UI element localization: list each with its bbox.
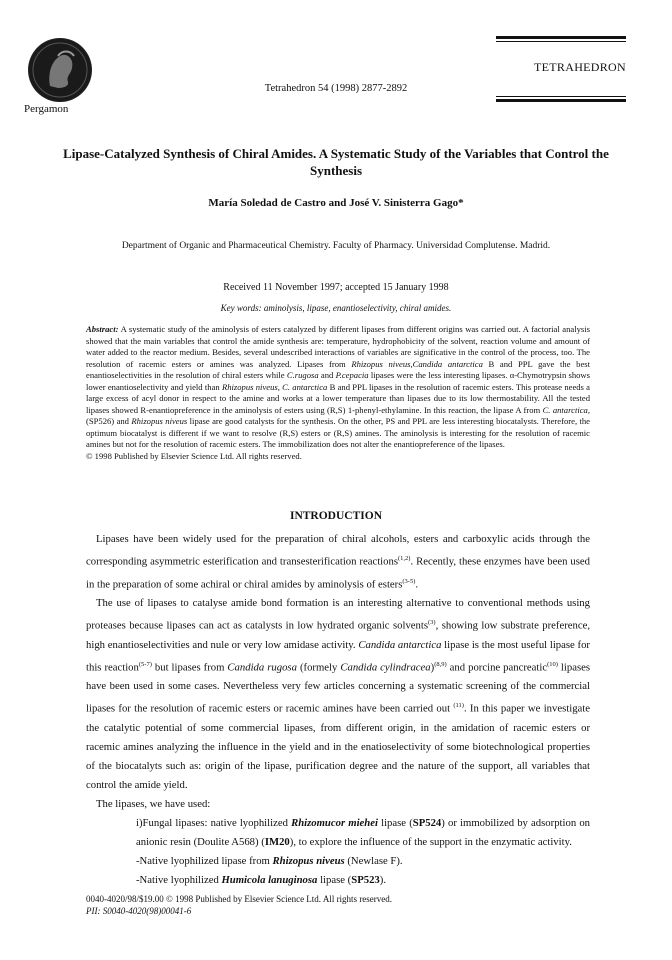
header-rule-bottom-thin — [496, 96, 626, 97]
header-rule-top-thin — [496, 41, 626, 42]
publisher-name: Pergamon — [24, 103, 69, 115]
footer-pii: PII: S0040-4020(98)00041-6 — [86, 906, 192, 916]
header-rule-top — [496, 36, 626, 39]
journal-name: TETRAHEDRON — [534, 60, 626, 74]
footer-issn: 0040-4020/98/$19.00 © 1998 Published by Elsevier Science Ltd. All rights reserved. — [86, 894, 393, 904]
intro-paragraph-1: Lipases have been widely used for the preparation of chiral alcohols, esters and carboxylic acids through the corresponding asymmetric esterification and transesterification reactions$^{(1,2)}$. Recently, these enzymes have been used in the preparation of some achiral or chiral amides by aminolysis of esters$^{(3-5)}$. — [86, 533, 590, 591]
abstract-label: Abstract: — [86, 324, 119, 334]
intro-paragraph-3: The lipases, we have used: — [96, 797, 211, 810]
intro-paragraph-2: The use of lipases to catalyse amide bond formation is an interesting alternative to conventional methods using proteases because lipases can act as catalysts in low hydrated organic solvents$^{(3)}$, showing low substrate preference, high enantioselectivities and nule or very low amidase activity. Candida antarctica lipase is the most useful lipase for this reaction$^{(5-7)}$ but lipases from Candida rugosa (formely Candida cylindracea)$^{(8,9)}$ and porcine pancreatic$^{(10)}$ lipases have been used in some cases. Nevertheless very few articles concerning a systematic screening of the commercial lipases for the resolution of racemic esters or racemic amines have been carried out $^{(11)}$. In this paper we investigate the catalytic potential of some commercial lipases, from different origin, in the amidation of racemic esters or racemic amines analyzing the influence in the yield and in the enatioselectivity of some biotechnological properties of the biocatalyts such as: origin of the lipase, purification degree and the nature of the support, all variables that control the amide yield. — [86, 597, 591, 791]
list-item: i)Fungal lipases: native lyophilized Rhizomucor miehei lipase (SP524) or immobilized by adsorption on anionic resin (Doulite A568) (IM20), to explore the influence of the support in the enzymatic activity. — [136, 816, 591, 848]
lipase-list — [136, 814, 590, 890]
section-heading-introduction: INTRODUCTION — [289, 510, 382, 522]
introduction-body — [86, 530, 590, 890]
author-affiliation: Department of Organic and Pharmaceutical Chemistry. Faculty of Pharmacy. Universidad Complutense. Madrid. — [121, 241, 551, 251]
header-rule-bottom — [496, 99, 626, 102]
abstract: Abstract: A systematic study of the aminolysis of esters catalyzed by different lipases from different origins was carried out. A factorial analysis showed that the main variables that control the amide synthesis are: temperature, hydrophobicity of the solvent, reaction volume and amount of water added to the reactor medium. Besides, several undescribed interactions of variables are significative in the control of the process, too. The resolution of racemic esters or amines was analyzed. Lipases from Rhizopus niveus,Candida antarctica B and PPL gave the best enantioselectivities in the resolution of chiral esters while C.rugosa and P.cepacia lipases were the less interesting lipases. α-Chymotrypsin shows lower enantioselectivity and yield than Rhizopus niveus, C. antarctica B and PPL lipases in the resolution of racemic esters. This protease needs a large excess of acyl donor in respect to the amine and works at a lower temperature than lipases due to its low thermostability. All the tested lipases showed R-enantiopreference in the aminolysis of esters using (R,S) 1-phenyl-ethylamine. In this reaction, the lipase A from C. antarctica, (SP526) and Rhizopus niveus lipase are good catalysts for the synthesis. On the other, PS and PPL are less interesting biocatalysts. Therefore, the optimum biocatalyst is different if we want to resolve (R,S) esters or (R,S) amines. The aminolysis is interesting for the resolution of racemic amines but not for the resolution of racemic esters. The immobilization does not alter the enantiopreference of the lipases. © 1998 Published by Elsevier Science Ltd. All rights reserved. — [86, 324, 591, 461]
article-authors: María Soledad de Castro and José V. Sinisterra Gago* — [208, 197, 464, 209]
journal-reference: Tetrahedron 54 (1998) 2877-2892 — [264, 83, 408, 94]
page-footer — [86, 893, 392, 917]
received-dates: Received 11 November 1997; accepted 15 January 1998 — [223, 282, 449, 293]
list-item: -Native lyophilized Humicola lanuginosa lipase (SP523). — [136, 873, 386, 886]
abstract-copyright: © 1998 Published by Elsevier Science Ltd. All rights reserved. — [86, 450, 302, 461]
article-title: Lipase-Catalyzed Synthesis of Chiral Amides. A Systematic Study of the Variables that Control the Synthesis — [63, 146, 609, 178]
keywords: Key words: aminolysis, lipase, enantioselectivity, chiral amides. — [220, 303, 452, 313]
list-item: -Native lyophilized lipase from Rhizopus niveus (Newlase F). — [136, 854, 403, 867]
